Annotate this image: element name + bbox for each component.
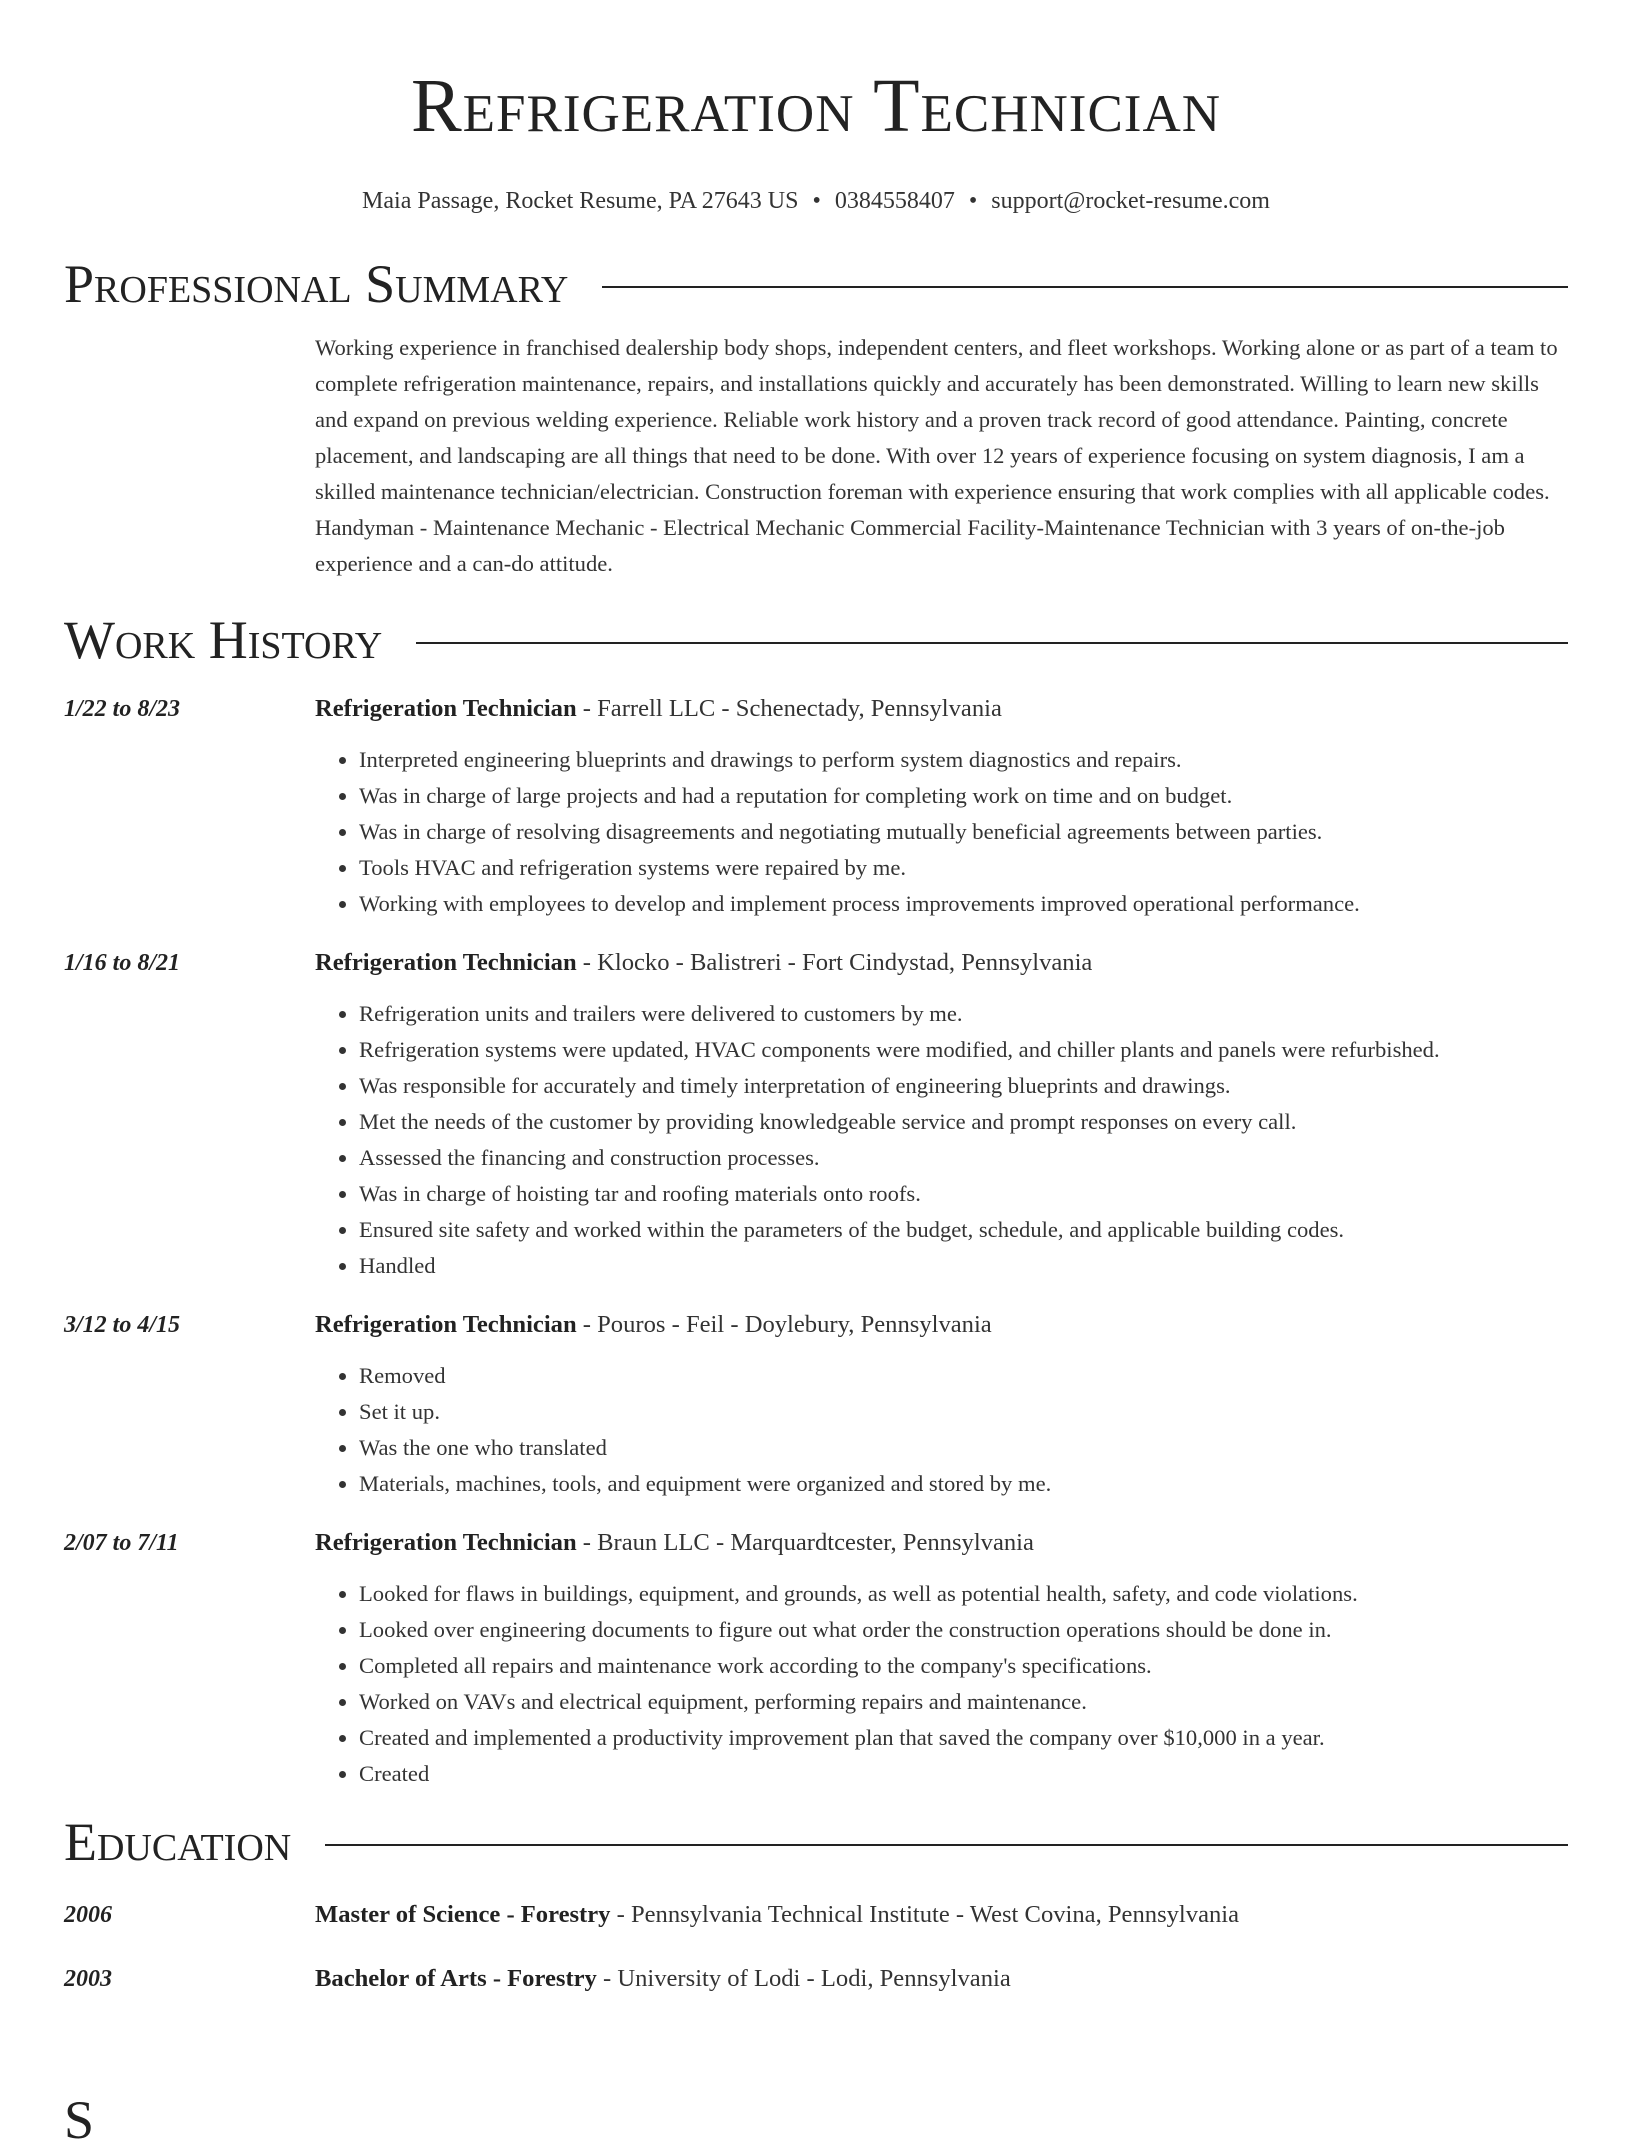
contact-separator: • (812, 188, 821, 214)
contact-line (64, 186, 1568, 216)
education-section-header (64, 1812, 1568, 1872)
job-bullet: • Removed (359, 1358, 1568, 1394)
resume-name: Refrigeration Technician (410, 64, 1222, 148)
education-list (64, 1898, 1568, 1996)
section-title-work: Work History (64, 610, 383, 670)
job-heading (315, 946, 1568, 980)
section-title-summary: Professional Summary (64, 254, 569, 314)
job-entry (64, 946, 1568, 1284)
job-body (315, 946, 1568, 1284)
job-company-location: - Braun LLC - Marquardtcester, Pennsylvania (576, 1529, 1034, 1556)
contact-separator: • (968, 188, 978, 214)
education-heading (315, 1898, 1239, 1932)
job-entry (64, 1308, 1568, 1502)
job-bullet: • Set it up. (359, 1394, 1568, 1430)
job-bullet: • Created and implemented a productivity improvement plan that saved the company over $10,000 in a year. (359, 1720, 1568, 1756)
job-dates: 2/07 to 7/11 (64, 1530, 179, 1556)
job-bullet: • Was in charge of hoisting tar and roofing materials onto roofs. (359, 1176, 1568, 1212)
job-bullet: • Created (359, 1756, 1568, 1792)
job-bullet: • Assessed the financing and construction processes. (359, 1140, 1568, 1176)
section-divider (602, 286, 1568, 288)
job-bullet: • Ensured site safety and worked within the parameters of the budget, schedule, and applicable building codes. (359, 1212, 1568, 1248)
work-section-header (64, 610, 1568, 670)
job-body (315, 692, 1568, 922)
job-heading (315, 1526, 1568, 1560)
education-school-location: - University of Lodi - Lodi, Pennsylvania (596, 1965, 1011, 1992)
job-bullet: • Worked on VAVs and electrical equipment, performing repairs and maintenance. (359, 1684, 1568, 1720)
job-bullet: • Interpreted engineering blueprints and drawings to perform system diagnostics and repairs. (359, 742, 1568, 778)
summary-section-header (64, 254, 1568, 314)
job-bullet: • Looked for flaws in buildings, equipment, and grounds, as well as potential health, safety, and code violations. (359, 1576, 1568, 1612)
job-role: Refrigeration Technician (315, 1311, 577, 1338)
job-heading (315, 1308, 1568, 1342)
resume-page (64, 0, 1568, 1996)
job-bullet: • Tools HVAC and refrigeration systems were repaired by me. (359, 850, 1568, 886)
job-role: Refrigeration Technician (315, 949, 577, 976)
job-dates: 1/22 to 8/23 (64, 696, 181, 722)
job-bullet: • Handled (359, 1248, 1568, 1284)
education-entry (64, 1962, 1568, 1996)
job-bullet: • Was responsible for accurately and timely interpretation of engineering blueprints and drawings. (359, 1068, 1568, 1104)
job-bullet: • Looked over engineering documents to figure out what order the construction operations should be done in. (359, 1612, 1568, 1648)
job-company-location: - Klocko - Balistreri - Fort Cindystad, Pennsylvania (576, 949, 1093, 976)
job-bullet: • Was in charge of resolving disagreements and negotiating mutually beneficial agreements between parties. (359, 814, 1568, 850)
job-dates: 1/16 to 8/21 (64, 950, 181, 976)
summary-text: Working experience in franchised dealership body shops, independent centers, and fleet workshops. Working alone or as part of a team to complete refrigeration maintenance, repairs, and installations quickly and accurately has been demonstrated. Willing to learn new skills and expand on previous welding experience. Reliable work history and a proven track record of good attendance. Painting, concrete placement, and landscaping are all things that need to be done. With over 12 years of experience focusing on system diagnosis, I am a skilled maintenance technician/electrician. Construction foreman with experience ensuring that work complies with all applicable codes. Handyman - Maintenance Mechanic - Electrical Mechanic Commercial Facility-Maintenance Technician with 3 years of on-the-job experience and a can-do attitude. (315, 335, 1558, 576)
job-company-location: - Farrell LLC - Schenectady, Pennsylvania (576, 695, 1002, 722)
contact-email[interactable]: support@rocket-resume.com (991, 188, 1270, 214)
section-divider (416, 642, 1568, 644)
job-heading (315, 692, 1568, 726)
job-role: Refrigeration Technician (315, 1529, 577, 1556)
job-bullet: • Refrigeration systems were updated, HVAC components were modified, and chiller plants and panels were refurbished. (359, 1032, 1568, 1068)
education-heading (315, 1962, 1011, 1996)
education-degree: Master of Science - Forestry (315, 1901, 611, 1928)
education-degree: Bachelor of Arts - Forestry (315, 1965, 597, 1992)
job-bullet: • Materials, machines, tools, and equipment were organized and stored by me. (359, 1466, 1568, 1502)
work-history-list (64, 692, 1568, 1792)
job-body (315, 1526, 1568, 1792)
job-bullets (315, 742, 1568, 922)
job-bullet: • Met the needs of the customer by providing knowledgeable service and prompt responses on every call. (359, 1104, 1568, 1140)
job-company-location: - Pouros - Feil - Doylebury, Pennsylvania (576, 1311, 992, 1338)
job-bullet: • Refrigeration units and trailers were delivered to customers by me. (359, 996, 1568, 1032)
job-entry (64, 692, 1568, 922)
job-bullet: • Completed all repairs and maintenance work according to the company's specifications. (359, 1648, 1568, 1684)
contact-address: Maia Passage, Rocket Resume, PA 27643 US (362, 188, 799, 214)
job-bullet: • Was in charge of large projects and had a reputation for completing work on time and on budget. (359, 778, 1568, 814)
section-title-education: Education (64, 1812, 292, 1872)
job-bullets (315, 996, 1568, 1284)
job-entry (64, 1526, 1568, 1792)
education-year: 2006 (64, 1902, 112, 1928)
job-dates: 3/12 to 4/15 (64, 1312, 181, 1338)
section-divider (325, 1844, 1568, 1846)
job-role: Refrigeration Technician (315, 695, 577, 722)
contact-phone: 0384558407 (834, 188, 955, 214)
job-bullet: • Working with employees to develop and implement process improvements improved operational performance. (359, 886, 1568, 922)
job-body (315, 1308, 1568, 1502)
job-bullets (315, 1358, 1568, 1502)
next-section-title-cut: S (64, 2090, 95, 2150)
job-bullets (315, 1576, 1568, 1792)
job-bullet: • Was the one who translated (359, 1430, 1568, 1466)
education-entry (64, 1898, 1568, 1932)
education-year: 2003 (64, 1966, 112, 1992)
education-school-location: - Pennsylvania Technical Institute - West Covina, Pennsylvania (610, 1901, 1240, 1928)
